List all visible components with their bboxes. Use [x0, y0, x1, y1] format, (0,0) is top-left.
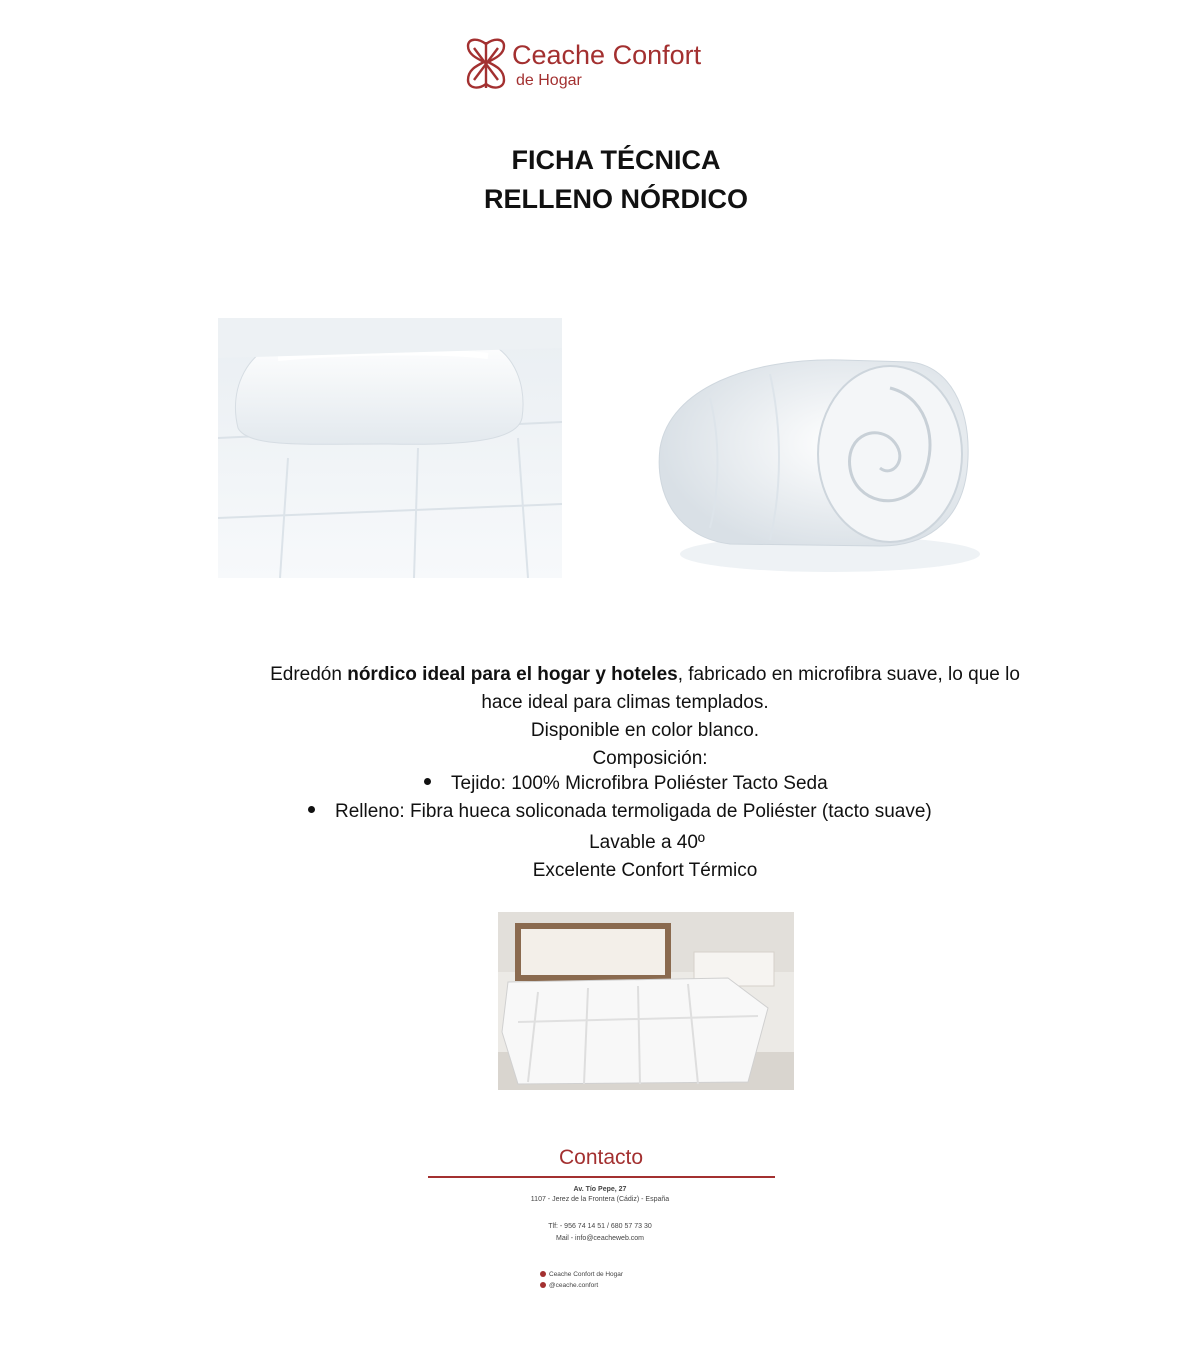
- duvet-bed-photo: [218, 318, 562, 578]
- contact-divider: [428, 1176, 775, 1178]
- instagram-link[interactable]: [540, 1282, 598, 1289]
- description-washing: Lavable a 40º: [589, 832, 705, 853]
- contact-phone: Tlf: - 956 74 14 51 / 680 57 73 30: [548, 1223, 652, 1230]
- description-intro: [150, 661, 1140, 689]
- page-title: FICHA TÉCNICA: [511, 145, 721, 175]
- instagram-label: @ceache.confort: [549, 1282, 599, 1289]
- facebook-link[interactable]: [540, 1271, 623, 1278]
- facebook-label: Ceache Confort de Hogar: [549, 1271, 624, 1278]
- contact-title: Contacto: [558, 1146, 644, 1169]
- facebook-icon: [540, 1271, 546, 1277]
- composition-text: Relleno: Fibra hueca soliconada termoligada de Poliéster (tacto suave): [335, 801, 932, 822]
- contact-address-line2: 1107 - Jerez de la Frontera (Cádiz) - España: [530, 1196, 670, 1203]
- bullet-icon: [424, 778, 431, 785]
- composition-item: [308, 801, 932, 823]
- brand-name: Ceache Confort: [512, 40, 702, 70]
- bullet-icon: [308, 806, 315, 813]
- description-composition-label: Composición:: [592, 748, 708, 769]
- contact-mail[interactable]: Mail - info@ceacheweb.com: [555, 1235, 645, 1242]
- intro-prefix: Edredón: [270, 664, 348, 685]
- brand-logo: [458, 32, 748, 102]
- description-availability: Disponible en color blanco.: [530, 720, 760, 741]
- butterfly-logo-icon: [462, 36, 510, 94]
- bedroom-photo: [498, 912, 794, 1090]
- instagram-icon: [540, 1282, 546, 1288]
- description-intro-line2: hace ideal para climas templados.: [481, 692, 769, 713]
- intro-bold: nórdico ideal para el hogar y hoteles: [347, 664, 678, 685]
- brand-subtitle: de Hogar: [516, 72, 582, 89]
- contact-address-line1: Av. Tío Pepe, 27: [573, 1186, 627, 1193]
- intro-suffix: , fabricado en microfibra suave, lo que lo: [677, 664, 1020, 685]
- composition-text: Tejido: 100% Microfibra Poliéster Tacto Seda: [451, 773, 828, 794]
- rolled-duvet-photo: [650, 318, 984, 578]
- description-comfort: Excelente Confort Térmico: [532, 860, 758, 881]
- page-subtitle: RELLENO NÓRDICO: [483, 184, 748, 214]
- composition-item: [424, 773, 828, 795]
